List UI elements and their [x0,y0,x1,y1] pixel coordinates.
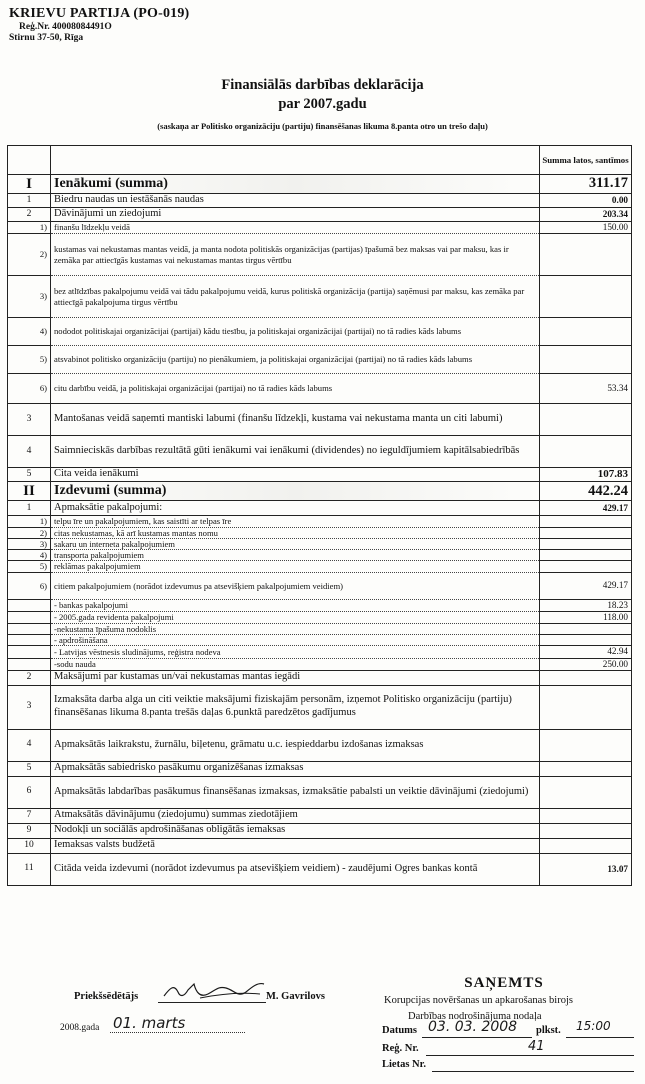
party-name: KRIEVU PARTIJA (PO-019) [9,6,190,21]
table-row: 5) reklāmas pakalpojumiem [8,561,632,572]
table-row: 6) citu darbību veidā, ja politiskajai organizācijai (partijai) no tā radies kāds labums 53.34 [8,374,632,404]
table-row: 1 Apmaksātie pakalpojumi: 429.17 [8,501,632,516]
table-row: 3 Izmaksāta darba alga un citi veiktie maksājumi fiziskajām personām, izņemot Politisko organizāciju (partiju) finansēšanas likuma 8.panta trešās daļas 6.punktā paredzētos gadījumus [8,685,632,729]
table-row: - 2005.gada revidenta pakalpojumi 118.00 [8,611,632,623]
table-row: 4 Saimnieciskās darbības rezultātā gūti ienākumi vai ienākumi (dividendes) no ieguldījumiem kapitālsabiedrībās [8,436,632,468]
table-row: 1 Biedru naudas un iestāšanās naudas 0.00 [8,194,632,208]
income-section-row: I Ienākumi (summa) 311.17 [8,175,632,194]
table-row: -sodu nauda 250.00 [8,658,632,670]
stamp-time-value: 15:00 [576,1019,611,1033]
stamp-department: Darbības nodrošinājuma nodaļa [408,1011,542,1022]
stamp-time-label: plkst. [536,1025,561,1036]
table-row: 4) nododot politiskajai organizācijai (partijai) kādu tiesību, ja politiskajai organizācijai (partijai) no tā radies kāds labums [8,318,632,346]
stamp-agency: Korupcijas novēršanas un apkarošanas birojs [384,995,573,1006]
table-row: 5) atsvabinot politisko organizāciju (partiju) no pienākumiem, ja politiskajai organizācijai (partijai) no tā radies kāds labums [8,346,632,374]
stamp-title: SAŅEMTS [464,975,544,991]
table-row: 6 Apmaksātās labdarības pasākumus finansēšanas izmaksas, izmaksātie pabalsti un veiktie dāvinājumi (ziedojumi) [8,776,632,808]
stamp-reg-label: Reģ. Nr. [382,1043,419,1054]
table-row: 11 Citāda veida izdevumi (norādot izdevumus pa atsevišķiem veidiem) - zaudējumi Ogres bankas kontā 13.07 [8,853,632,885]
income-total: 311.17 [540,175,632,194]
amount-column-header: Summa latos, santīmos [540,146,632,175]
table-row: -nekustama īpašuma nodoklis [8,623,632,634]
expense-section-row: II Izdevumi (summa) 442.24 [8,482,632,501]
chairman-name: M. Gavrilovs [266,991,325,1002]
stamp-reg-value: 41 [528,1039,545,1054]
table-row: 4) transporta pakalpojumiem [8,550,632,561]
party-address: Stirnu 37-50, Rīga [9,33,84,44]
stamp-date-label: Datums [382,1025,418,1036]
document-header [9,6,189,44]
stamp-date-value: 03. 03. 2008 [428,1019,518,1035]
table-row: 2) citas nekustamas, kā arī kustamas mantas nomu [8,527,632,538]
chairman-label: Priekšsēdētājs [74,991,139,1002]
declaration-table [7,145,632,886]
table-row: 2 Maksājumi par kustamas un/vai nekustamas mantas iegādi [8,670,632,685]
table-row: 1) telpu īre un pakalpojumiem, kas saistīti ar telpas īre [8,516,632,527]
date-line [110,1032,245,1033]
doc-title: Finansiālās darbības deklarācija [221,77,424,93]
table-row: 6) citiem pakalpojumiem (norādot izdevumus pa atsevišķiem pakalpojumiem veidiem) 429.17 [8,572,632,599]
table-row: 5 Cita veida ienākumi 107.83 [8,468,632,482]
table-row: 1) finanšu līdzekļu veidā 150.00 [8,222,632,234]
date-label: 2008.gada [60,1023,100,1033]
chairman-signature [160,978,270,1006]
handwritten-date: 01. marts [113,1014,186,1032]
table-row: 4 Apmaksātās laikrakstu, žurnālu, biļetenu, grāmatu u.c. iespieddarbu izdošanas izmaksas [8,729,632,761]
table-row: 2) kustamas vai nekustamas mantas veidā, ja manta nodota politiskās organizācijas (partijas) īpašumā bez maksas vai par maksu, kas ir zemāka par attiecīgās kustamas vai nekustamas mantas tirgus vērtību [8,234,632,276]
table-row: 10 Iemaksas valsts budžetā [8,838,632,853]
table-row: - apdrošināšana [8,635,632,646]
received-stamp [380,975,640,1070]
table-header-row [8,146,632,175]
table-row: 2 Dāvinājumi un ziedojumi 203.34 [8,208,632,222]
table-row: 3) sakaru un interneta pakalpojumiem [8,538,632,549]
table-row: - Latvijas vēstnesis sludinājums, reģistra nodeva 42.94 [8,646,632,658]
table-row: 3) bez atlīdzības pakalpojumu veidā vai tādu pakalpojumu veidā, kurus politiskā organizācija (partija) saņēmusi par maksu, kas zemāka par attiecīgā pakalpojuma tirgus vērtību [8,276,632,318]
table-row: 9 Nodokļi un sociālās apdrošināšanas obligātās iemaksas [8,823,632,838]
table-row: - bankas pakalpojumi 18.23 [8,599,632,611]
table-row: 5 Apmaksātās sabiedrisko pasākumu organizēšanas izmaksas [8,761,632,776]
table-row: 3 Mantošanas veidā saņemti mantiski labumi (finanšu līdzekļi, kustama vai nekustama manta un citi labumi) [8,404,632,436]
registration-number: Reģ.Nr. 40008084491O [19,22,112,33]
doc-legal-basis: (saskaņa ar Politisko organizāciju (partiju) finansēšanas likuma 8.panta otro un trešo daļu) [157,121,488,131]
stamp-case-label: Lietas Nr. [382,1059,426,1070]
expense-total: 442.24 [540,482,632,501]
table-row: 7 Atmaksātās dāvinājumu (ziedojumu) summas ziedotājiem [8,808,632,823]
doc-year: par 2007.gadu [278,96,367,112]
